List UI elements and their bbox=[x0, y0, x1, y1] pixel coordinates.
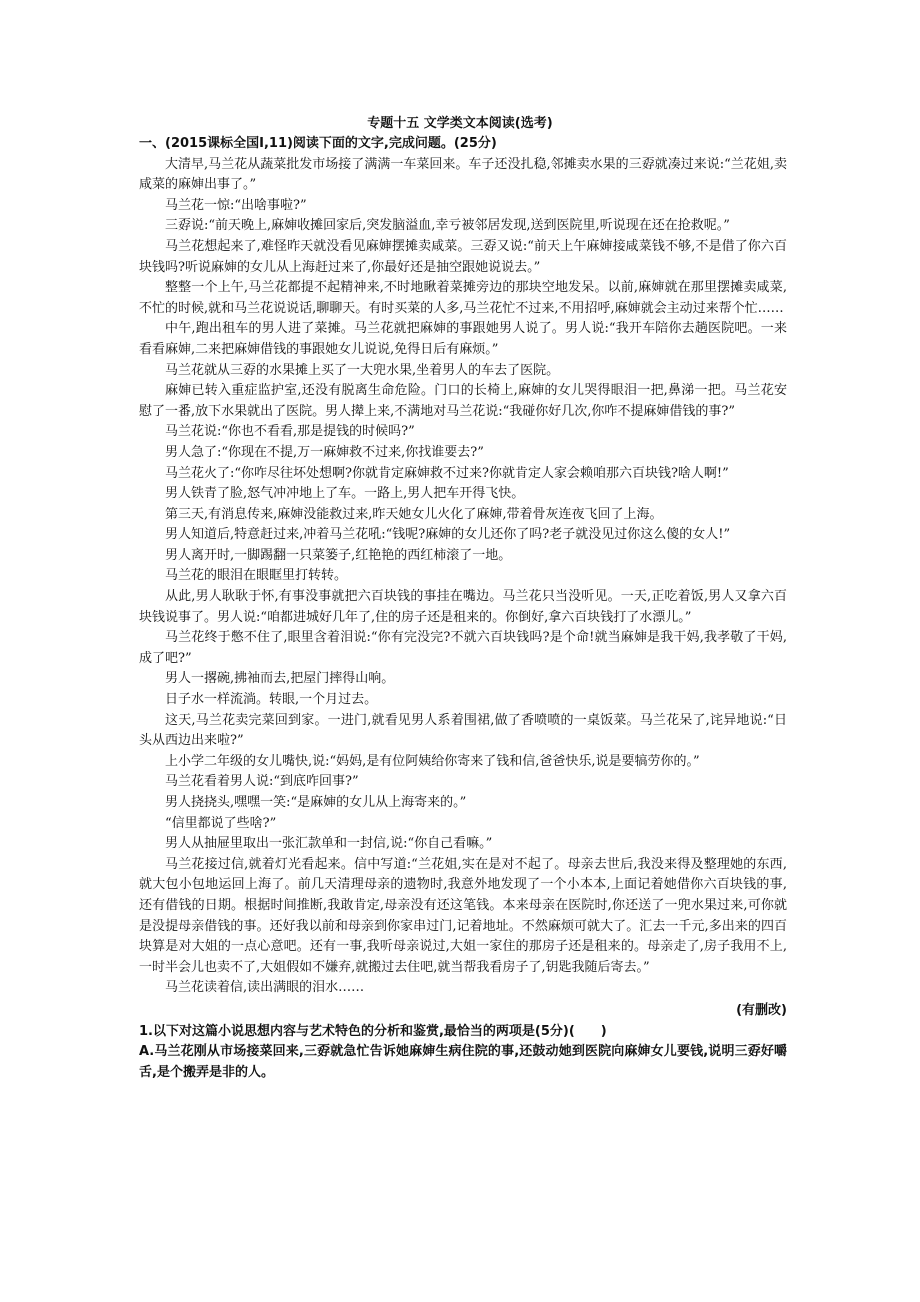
paragraph: 马兰花读着信,读出满眼的泪水…… bbox=[165, 980, 365, 996]
paragraph: 男人铁青了脸,怒气冲冲地上了车。一路上,男人把车开得飞快。 bbox=[165, 486, 525, 502]
paragraph: 上小学二年级的女儿嘴快,说:“妈妈,是有位阿姨给你寄来了钱和信,爸爸快乐,说是要犒劳你的。” bbox=[165, 753, 700, 769]
paragraph: 从此,男人耿耿于怀,有事没事就把六百块钱的事挂在嘴边。马兰花只当没听见。一天,正吃着饭,男人又拿六百块钱说事了。男人说:“咱都进城好几年了,住的房子还是租来的。你倒好,拿六百块钱打了水漂儿。” bbox=[139, 589, 787, 625]
paragraph: 这天,马兰花卖完菜回到家。一进门,就看见男人系着围裙,做了香喷喷的一桌饭菜。马兰花呆了,诧异地说:“日头从西边出来啦?” bbox=[139, 712, 787, 749]
paragraph: 第三天,有消息传来,麻婶没能救过来,昨天她女儿火化了麻婶,带着骨灰连夜飞回了上海。 bbox=[165, 506, 663, 522]
paragraph: “信里都说了些啥?” bbox=[165, 815, 277, 831]
paragraph: 男人离开时,一脚踢翻一只菜篓子,红艳艳的西红柿滚了一地。 bbox=[165, 547, 512, 563]
paragraph: 男人知道后,特意赶过来,冲着马兰花吼:“钱呢?麻婶的女儿还你了吗?老子就没见过你这么傻的女人!” bbox=[165, 527, 731, 543]
source-note: (有删改) bbox=[736, 1002, 787, 1018]
paragraph: 三孬说:“前天晚上,麻婶收摊回家后,突发脑溢血,幸亏被邻居发现,送到医院里,听说现在还在抢救呢。” bbox=[165, 218, 730, 234]
question-text: 1.以下对这篇小说思想内容与艺术特色的分析和鉴赏,最恰当的两项是(5分)( ) bbox=[139, 1023, 607, 1039]
answer-option-a: A.马兰花刚从市场接菜回来,三孬就急忙告诉她麻婶生病住院的事,还鼓动她到医院向麻婶女儿要钱,说明三孬好嚼舌,是个搬弄是非的人。 bbox=[139, 1044, 787, 1080]
document-body bbox=[139, 134, 787, 1083]
paragraph: 马兰花火了:“你咋尽往坏处想啊?你就肯定麻婶救不过来?你就肯定人家会赖咱那六百块钱?啥人啊!” bbox=[165, 465, 729, 481]
paragraph: 马兰花说:“你也不看看,那是提钱的时候吗?” bbox=[165, 424, 415, 440]
paragraph: 马兰花接过信,就着灯光看起来。信中写道:“兰花姐,实在是对不起了。母亲去世后,我没来得及整理她的东西,就大包小包地运回上海了。前几天清理母亲的遗物时,我意外地发现了一个小本本,上面记着她借你六百块钱的事,还有借钱的日期。根据时间推断,我敢肯定,母亲没有还这笔钱。本来母亲在医院时,你还送了一兜水果过来,可你就是没提母亲借钱的事。还好我以前和母亲到你家串过门,记着地址。不然麻烦可就大了。汇去一千元,多出来的四百块算是对大姐的一点心意吧。还有一事,我听母亲说过,大姐一家住的那房子还是租来的。母亲走了,房子我用不上,一时半会儿也卖不了,大姐假如不嫌弃,就搬过去住吧,就当帮我看房子了,钥匙我随后寄去。” bbox=[139, 856, 787, 975]
paragraph: 整整一个上午,马兰花都提不起精神来,不时地瞅着菜摊旁边的那块空地发呆。以前,麻婶就在那里摆摊卖咸菜,不忙的时候,就和马兰花说说话,聊聊天。有时买菜的人多,马兰花忙不过来,不用招呼,麻婶就会主动过来帮个忙…… bbox=[139, 280, 787, 316]
paragraph: 麻婶已转入重症监护室,还没有脱离生命危险。门口的长椅上,麻婶的女儿哭得眼泪一把,鼻涕一把。马兰花安慰了一番,放下水果就出了医院。男人撵上来,不满地对马兰花说:“我碰你好几次,你咋不提麻婶借钱的事?” bbox=[139, 383, 787, 419]
paragraph: 男人急了:“你现在不提,万一麻婶救不过来,你找谁要去?” bbox=[165, 444, 484, 460]
paragraph: 马兰花一惊:“出啥事啦?” bbox=[165, 197, 307, 213]
paragraph: 马兰花就从三孬的水果摊上买了一大兜水果,坐着男人的车去了医院。 bbox=[165, 362, 560, 378]
paragraph: 大清早,马兰花从蔬菜批发市场接了满满一车菜回来。车子还没扎稳,邻摊卖水果的三孬就凑过来说:“兰花姐,卖咸菜的麻婶出事了。” bbox=[139, 156, 787, 193]
paragraph: 中午,跑出租车的男人进了菜摊。马兰花就把麻婶的事跟她男人说了。男人说:“我开车陪你去趟医院吧。一来看看麻婶,二来把麻婶借钱的事跟她女儿说说,免得日后有麻烦。” bbox=[139, 321, 787, 357]
paragraph: 男人从抽屉里取出一张汇款单和一封信,说:“你自己看嘛。” bbox=[165, 836, 493, 852]
paragraph: 男人挠挠头,嘿嘿一笑:“是麻婶的女儿从上海寄来的。” bbox=[165, 795, 467, 810]
paragraph: 男人一撂碗,拂袖而去,把屋门摔得山响。 bbox=[165, 671, 395, 687]
paragraph: 日子水一样流淌。转眼,一个月过去。 bbox=[165, 692, 378, 708]
paragraph: 马兰花看着男人说:“到底咋回事?” bbox=[165, 774, 359, 790]
section-heading: 一、(2015课标全国Ⅰ,11)阅读下面的文字,完成问题。(25分) bbox=[139, 136, 497, 151]
paragraph: 马兰花想起来了,难怪昨天就没看见麻婶摆摊卖咸菜。三孬又说:“前天上午麻婶接咸菜钱不够,不是借了你六百块钱吗?听说麻婶的女儿从上海赶过来了,你最好还是抽空跟她说说去。” bbox=[139, 238, 787, 275]
paragraph: 马兰花终于憋不住了,眼里含着泪说:“你有完没完?不就六百块钱吗?是个命!就当麻婶是我干妈,我孝敬了干妈,成了吧?” bbox=[139, 630, 787, 666]
paragraph: 马兰花的眼泪在眼眶里打转转。 bbox=[165, 568, 348, 584]
page-title: 专题十五 文学类文本阅读(选考) bbox=[367, 116, 553, 131]
